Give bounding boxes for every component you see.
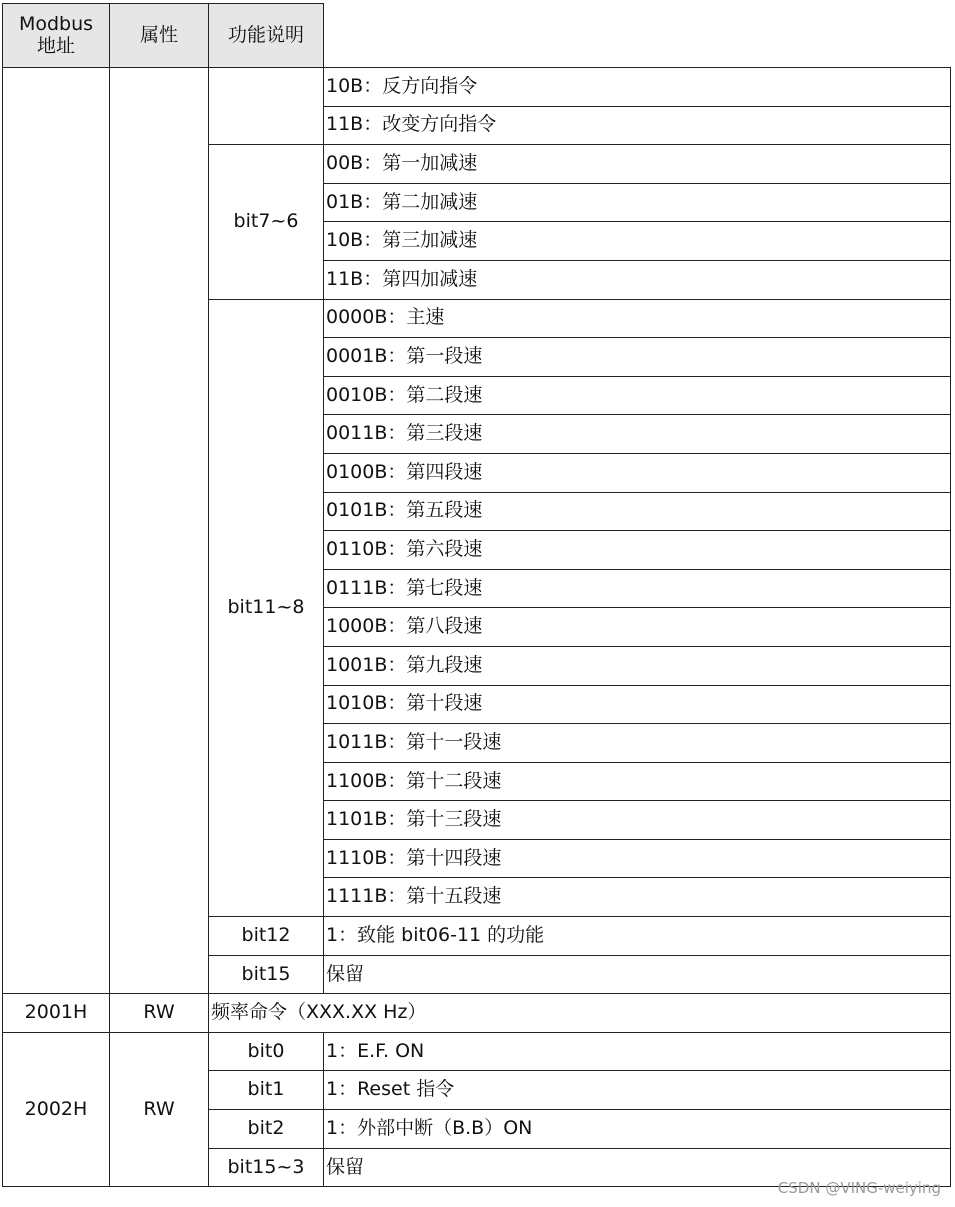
bit-desc: 1010B：第十段速 bbox=[324, 685, 951, 724]
bit-desc: 11B：改变方向指令 bbox=[324, 106, 951, 145]
header-address-line2: 地址 bbox=[36, 34, 75, 57]
bit-label: bit2 bbox=[209, 1110, 324, 1149]
header-function: 功能说明 bbox=[209, 4, 324, 68]
bit-desc: 1011B：第十一段速 bbox=[324, 724, 951, 763]
bit-desc: 0101B：第五段速 bbox=[324, 492, 951, 531]
bit-label: bit15~3 bbox=[209, 1148, 324, 1187]
bit-label: bit7~6 bbox=[209, 145, 324, 299]
bit-desc: 00B：第一加减速 bbox=[324, 145, 951, 184]
watermark: CSDN @VING-weiying bbox=[777, 1179, 941, 1197]
bit-desc: 0001B：第一段速 bbox=[324, 338, 951, 377]
bit-desc: 1110B：第十四段速 bbox=[324, 839, 951, 878]
bit-desc: 10B：反方向指令 bbox=[324, 68, 951, 107]
bit-desc: 11B：第四加减速 bbox=[324, 260, 951, 299]
bit-cell-empty bbox=[209, 68, 324, 145]
bit-desc: 1：致能 bit06-11 的功能 bbox=[324, 917, 951, 956]
function-desc: 频率命令（XXX.XX Hz） bbox=[209, 994, 951, 1033]
bit-desc: 1100B：第十二段速 bbox=[324, 762, 951, 801]
bit-desc: 1101B：第十三段速 bbox=[324, 801, 951, 840]
table-row-2002h bbox=[3, 1032, 951, 1071]
table-row bbox=[3, 68, 951, 107]
address-cell: 2001H bbox=[3, 994, 110, 1033]
bit-label: bit1 bbox=[209, 1071, 324, 1110]
bit-label: bit0 bbox=[209, 1032, 324, 1071]
bit-desc: 1：Reset 指令 bbox=[324, 1071, 951, 1110]
bit-label: bit12 bbox=[209, 917, 324, 956]
attribute-cell-empty bbox=[110, 68, 209, 994]
address-cell: 2002H bbox=[3, 1032, 110, 1186]
attribute-cell: RW bbox=[110, 1032, 209, 1186]
bit-desc: 1000B：第八段速 bbox=[324, 608, 951, 647]
header-address bbox=[3, 4, 110, 68]
table-header-row bbox=[3, 4, 951, 68]
bit-label: bit15 bbox=[209, 955, 324, 994]
attribute-cell: RW bbox=[110, 994, 209, 1033]
bit-desc: 0111B：第七段速 bbox=[324, 569, 951, 608]
bit-desc: 1111B：第十五段速 bbox=[324, 878, 951, 917]
bit-desc: 0010B：第二段速 bbox=[324, 376, 951, 415]
bit-desc: 保留 bbox=[324, 955, 951, 994]
modbus-register-table bbox=[2, 3, 951, 1187]
bit-desc: 1001B：第九段速 bbox=[324, 646, 951, 685]
table-row-2001h bbox=[3, 994, 951, 1033]
bit-desc: 10B：第三加减速 bbox=[324, 222, 951, 261]
bit-desc: 1：外部中断（B.B）ON bbox=[324, 1110, 951, 1149]
bit-desc: 0011B：第三段速 bbox=[324, 415, 951, 454]
bit-label: bit11~8 bbox=[209, 299, 324, 917]
header-attribute: 属性 bbox=[110, 4, 209, 68]
bit-desc: 01B：第二加减速 bbox=[324, 183, 951, 222]
bit-desc: 0110B：第六段速 bbox=[324, 531, 951, 570]
bit-desc: 0000B：主速 bbox=[324, 299, 951, 338]
header-address-line1: Modbus bbox=[18, 12, 94, 35]
address-cell-empty bbox=[3, 68, 110, 994]
bit-desc: 0100B：第四段速 bbox=[324, 453, 951, 492]
bit-desc: 1：E.F. ON bbox=[324, 1032, 951, 1071]
bit-desc: 保留 bbox=[324, 1148, 951, 1187]
